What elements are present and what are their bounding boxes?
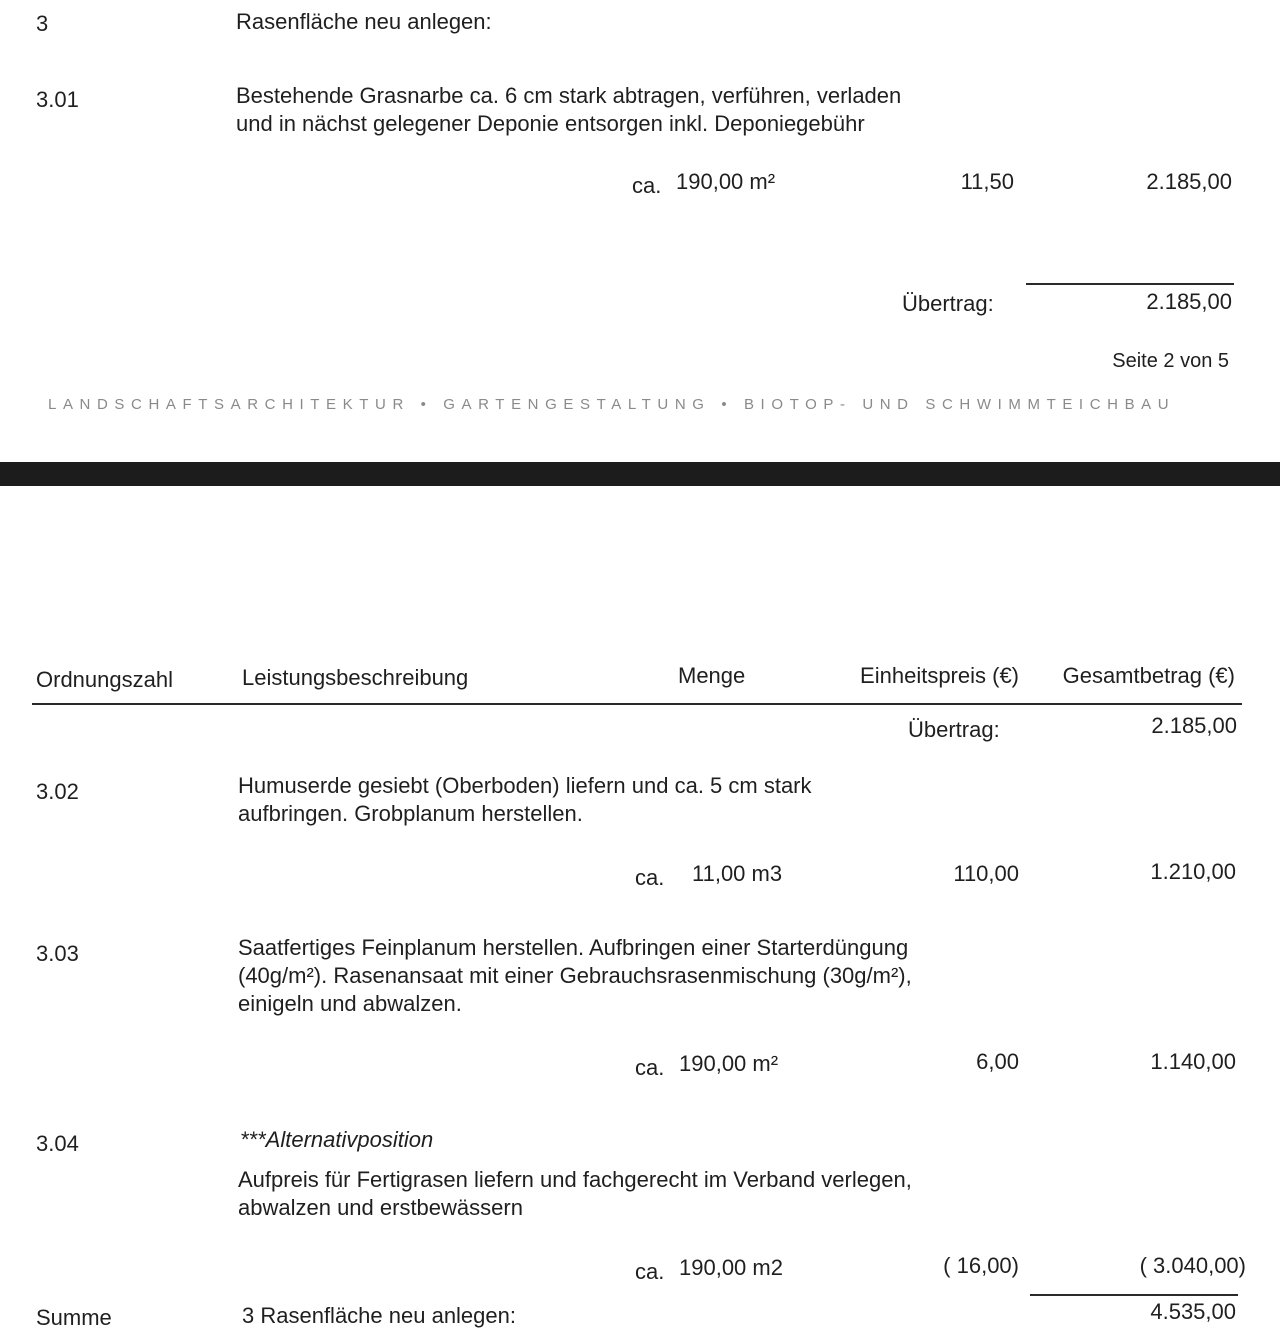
approx-label: ca.	[635, 1055, 665, 1080]
description-line: Humuserde gesiebt (Oberboden) liefern und ca. 5 cm stark	[238, 773, 812, 798]
quantity: 190,00 m2	[679, 1255, 783, 1280]
section-number: 3	[36, 11, 49, 36]
alternative-tag: ***Alternativposition	[240, 1127, 434, 1152]
quantity: 11,00 m3	[692, 861, 783, 886]
description-line: Bestehende Grasnarbe ca. 6 cm stark abtragen, verführen, verladen	[236, 83, 902, 108]
item-number: 3.03	[36, 941, 79, 966]
approx-label: ca.	[635, 1259, 665, 1284]
sum-label: Summe	[36, 1305, 112, 1330]
page-number: Seite 2 von 5	[1112, 350, 1229, 372]
quantity: 190,00 m²	[676, 169, 776, 194]
description-line: (40g/m²). Rasenansaat mit einer Gebrauchsrasenmischung (30g/m²),	[238, 963, 912, 988]
description-line: Aufpreis für Fertigrasen liefern und fachgerecht im Verband verlegen,	[238, 1167, 912, 1192]
description-line: und in nächst gelegener Deponie entsorgen inkl. Deponiegebühr	[236, 111, 865, 136]
header-ordinal: Ordnungszahl	[36, 667, 173, 692]
description-line: aufbringen. Grobplanum herstellen.	[238, 801, 583, 826]
unit-price: 6,00	[976, 1049, 1019, 1074]
carry-over-label: Übertrag:	[908, 717, 1000, 742]
item-number: 3.01	[36, 87, 79, 112]
subtotal-rule	[1026, 283, 1234, 285]
sum-rule	[1030, 1294, 1238, 1296]
item-description	[238, 1166, 1038, 1222]
carry-over-value: 2.185,00	[1146, 289, 1232, 314]
description-line: abwalzen und erstbewässern	[238, 1195, 523, 1220]
header-unit-price: Einheitspreis (€)	[860, 663, 1019, 688]
page-separator	[0, 462, 1280, 486]
unit-price: ( 16,00)	[943, 1253, 1019, 1278]
section-title: Rasenfläche neu anlegen:	[236, 9, 492, 34]
header-rule	[32, 703, 1242, 705]
header-quantity: Menge	[678, 663, 746, 688]
sum-value: 4.535,00	[1150, 1299, 1236, 1324]
approx-label: ca.	[632, 173, 662, 198]
letterhead-footer: LANDSCHAFTSARCHITEKTUR • GARTENGESTALTUNG • BIOTOP- UND SCHWIMMTEICHBAU	[48, 396, 1176, 413]
header-description: Leistungsbeschreibung	[242, 665, 469, 690]
unit-price: 110,00	[953, 861, 1019, 886]
total-price: 1.140,00	[1150, 1049, 1236, 1074]
total-price: 2.185,00	[1146, 169, 1232, 194]
quantity: 190,00 m²	[679, 1051, 779, 1076]
approx-label: ca.	[635, 865, 665, 890]
carry-over-label: Übertrag:	[902, 291, 994, 316]
description-line: einigeln und abwalzen.	[238, 991, 462, 1016]
total-price: ( 3.040,00)	[1139, 1253, 1246, 1278]
unit-price: 11,50	[960, 169, 1014, 194]
total-price: 1.210,00	[1150, 859, 1236, 884]
description-line: Saatfertiges Feinplanum herstellen. Aufbringen einer Starterdüngung	[238, 935, 909, 960]
item-description	[236, 82, 996, 138]
item-number: 3.04	[36, 1131, 79, 1156]
carry-over-value: 2.185,00	[1151, 713, 1237, 738]
item-description	[238, 772, 998, 828]
header-total: Gesamtbetrag (€)	[1062, 663, 1235, 688]
item-number: 3.02	[36, 779, 79, 804]
item-description	[238, 934, 1038, 1018]
sum-title: 3 Rasenfläche neu anlegen:	[242, 1303, 516, 1328]
